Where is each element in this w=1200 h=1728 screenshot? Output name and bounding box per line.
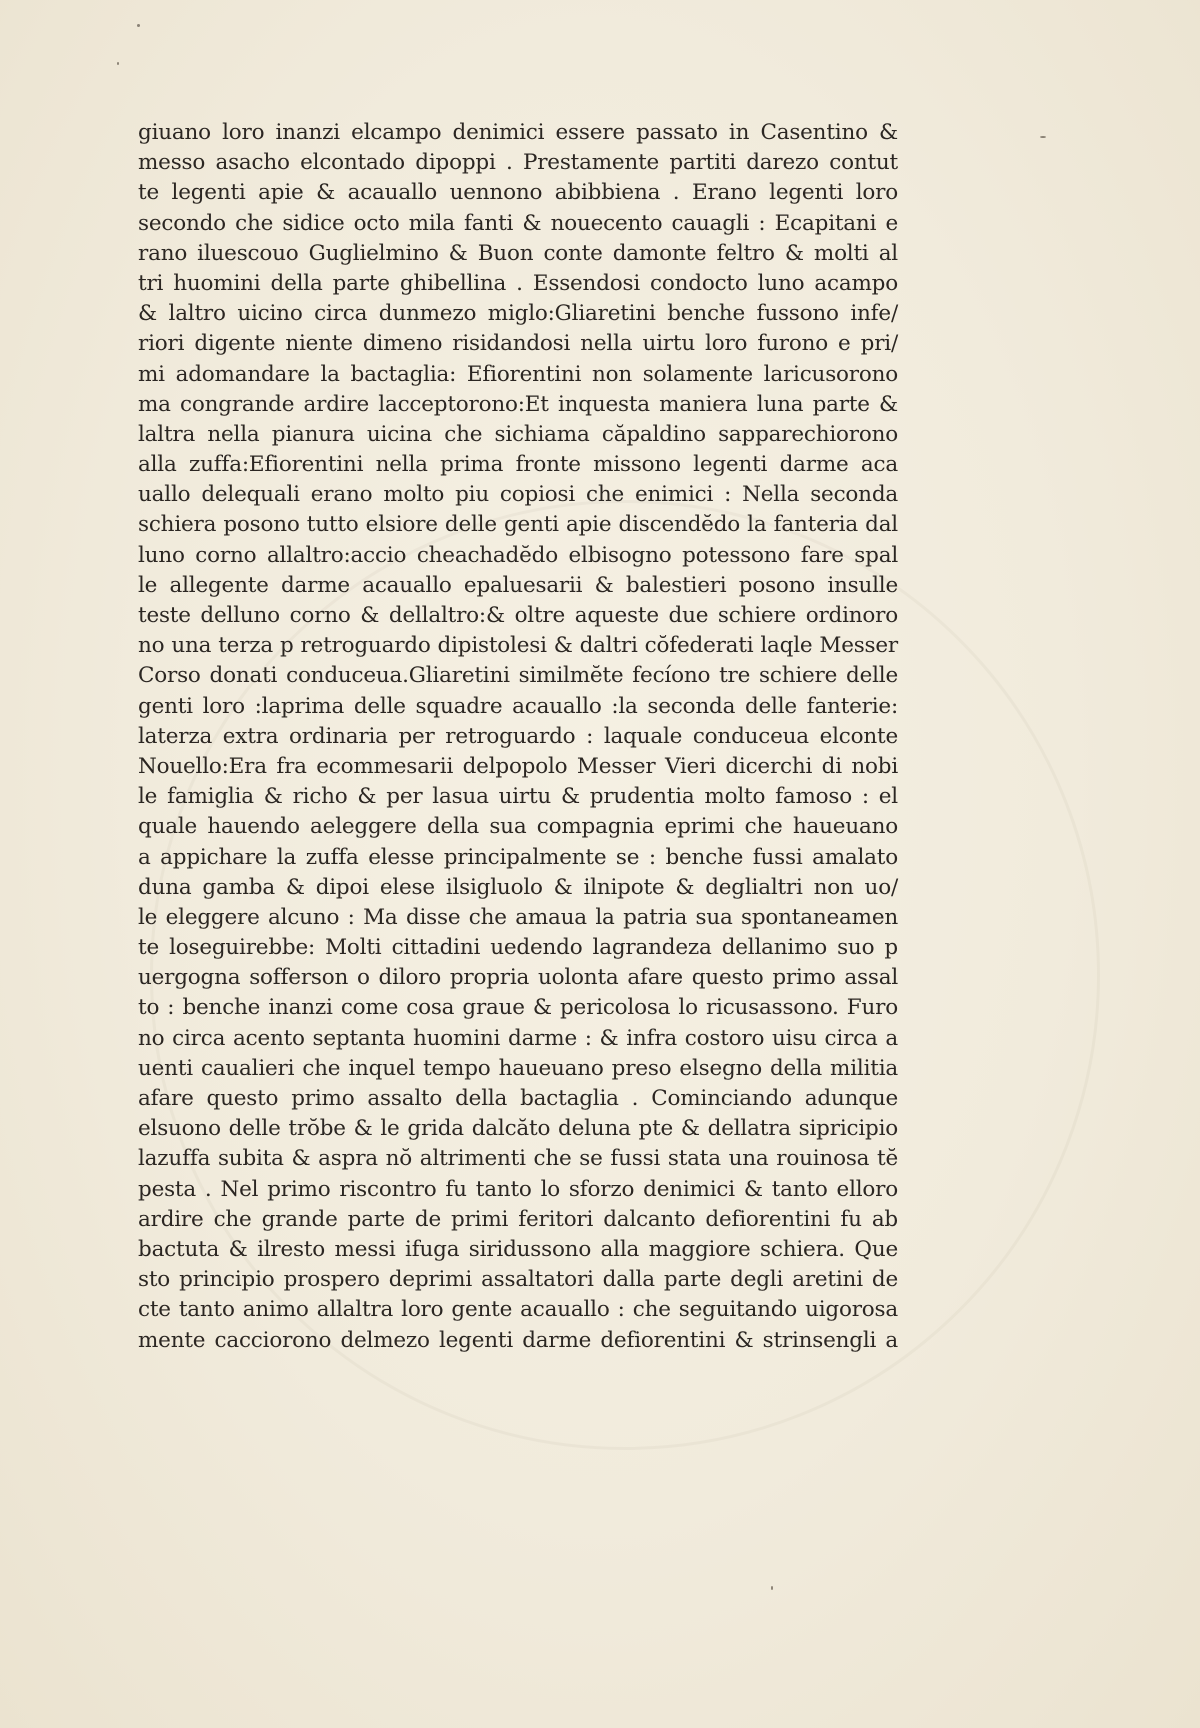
- paper-speck: [771, 1586, 773, 1590]
- text-line: luno corno allaltro:accio cheachadĕdo elbisogno potessono fare spal: [138, 542, 898, 568]
- text-line: schiera posono tutto elsiore delle genti apie discendĕdo la fanteria dal: [138, 512, 898, 538]
- text-line: rano iluescouo Guglielmino & Buon conte damonte feltro & molti al: [138, 240, 898, 266]
- text-line: uallo delequali erano molto piu copiosi che enimici : Nella seconda: [138, 482, 898, 508]
- text-line: elsuono delle trŏbe & le grida dalcăto deluna pte & dellatra sipricipio: [138, 1116, 898, 1142]
- text-line: alla zuffa:Efiorentini nella prima fronte missono legenti darme aca: [138, 452, 898, 478]
- text-line: no circa acento septanta huomini darme : & infra costoro uisu circa a: [138, 1025, 898, 1051]
- text-line: giuano loro inanzi elcampo denimici essere passato in Casentino &: [138, 120, 898, 145]
- text-line: lazuffa subita & aspra nŏ altrimenti che se fussi stata una rouinosa tĕ: [138, 1146, 898, 1172]
- text-line: le eleggere alcuno : Ma disse che amaua la patria sua spontaneamen: [138, 904, 898, 930]
- text-line: afare questo primo assalto della bactaglia . Cominciando adunque: [138, 1086, 898, 1111]
- text-line: tri huomini della parte ghibellina . Essendosi condocto luno acampo: [138, 270, 898, 296]
- text-line: te legenti apie & acauallo uennono abibbiena . Erano legenti loro: [138, 180, 898, 206]
- text-line: laltra nella pianura uicina che sichiama căpaldino sapparechiorono: [138, 421, 898, 447]
- text-line: Nouello:Era fra ecommesarii delpopolo Messer Vieri dicerchi di nobi: [138, 753, 898, 779]
- text-line: secondo che sidice octo mila fanti & nouecento cauagli : Ecapitani e: [138, 210, 898, 236]
- text-line: messo asacho elcontado dipoppi . Prestamente partiti darezo contut: [138, 150, 898, 176]
- text-line: to : benche inanzi come cosa graue & pericolosa lo ricusassono. Furo: [138, 995, 898, 1021]
- text-line: Corso donati conduceua.Gliaretini similmĕte fecíono tre schiere delle: [138, 663, 898, 689]
- text-line: duna gamba & dipoi elese ilsigluolo & ilnipote & deglialtri non uo/: [138, 874, 898, 900]
- text-line: te loseguirebbe: Molti cittadini uedendo lagrandeza dellanimo suo p: [138, 935, 898, 961]
- text-line: quale hauendo aeleggere della sua compagnia eprimi che haueuano: [138, 814, 898, 840]
- paper-speck: [1040, 136, 1046, 138]
- text-line: teste delluno corno & dellaltro:& oltre aqueste due schiere ordinoro: [138, 603, 898, 628]
- text-line: cte tanto animo allaltra loro gente acauallo : che seguitando uigorosa: [138, 1297, 898, 1323]
- text-line: mi adomandare la bactaglia: Efiorentini non solamente laricusorono: [138, 361, 898, 387]
- text-line: le allegente darme acauallo epaluesarii & balestieri posono insulle: [138, 572, 898, 598]
- text-line: ma congrande ardire lacceptorono:Et inquesta maniera luna parte &: [138, 391, 898, 417]
- text-line: le famiglia & richo & per lasua uirtu & prudentia molto famoso : el: [138, 784, 898, 810]
- body-text: [138, 118, 898, 1356]
- text-line: pesta . Nel primo riscontro fu tanto lo sforzo denimici & tanto elloro: [138, 1176, 898, 1202]
- paper-speck: [137, 24, 140, 27]
- text-line: bactuta & ilresto messi ifuga siridussono alla maggiore schiera. Que: [138, 1236, 898, 1262]
- text-line: a appichare la zuffa elesse principalmente se : benche fussi amalato: [138, 844, 898, 870]
- text-line: no una terza p retroguardo dipistolesi & daltri cŏfederati laqle Messer: [138, 633, 898, 659]
- text-line: genti loro :laprima delle squadre acauallo :la seconda delle fanterie:: [138, 693, 898, 719]
- text-line: sto principio prospero deprimi assaltatori dalla parte degli aretini de: [138, 1267, 898, 1293]
- text-line: mente cacciorono delmezo legenti darme defiorentini & strinsengli a: [138, 1327, 898, 1353]
- text-line: uenti caualieri che inquel tempo haueuano preso elsegno della militia: [138, 1055, 898, 1081]
- text-line: riori digente niente dimeno risidandosi nella uirtu loro furono e pri/: [138, 331, 898, 357]
- text-line: uergogna sofferson o diloro propria uolonta afare questo primo assal: [138, 965, 898, 991]
- text-line: & laltro uicino circa dunmezo miglo:Gliaretini benche fussono infe/: [138, 301, 898, 327]
- text-line: ardire che grande parte de primi feritori dalcanto defiorentini fu ab: [138, 1206, 898, 1232]
- paper-speck: [117, 62, 119, 65]
- text-line: laterza extra ordinaria per retroguardo : laquale conduceua elconte: [138, 723, 898, 749]
